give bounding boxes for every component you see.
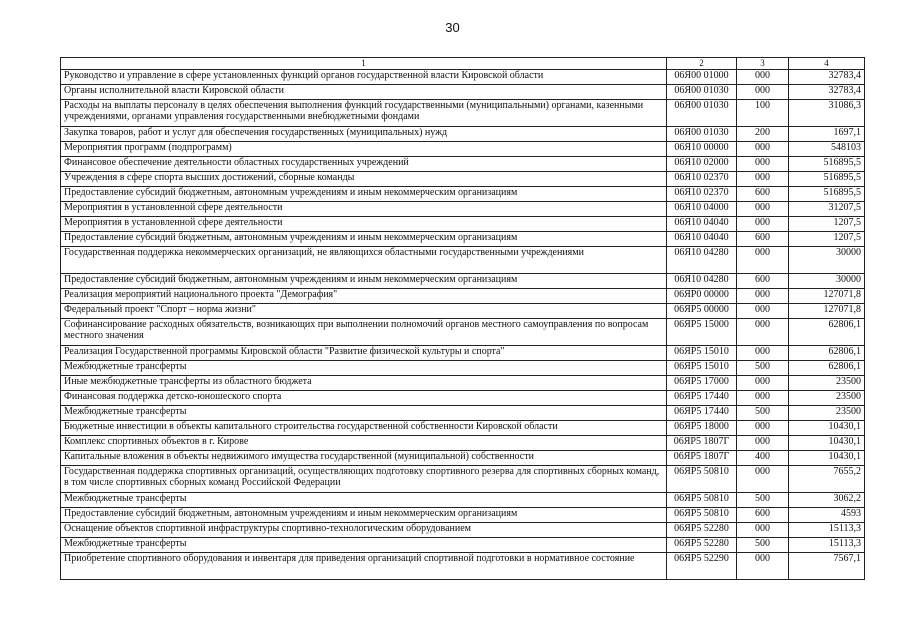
table-row [61,406,865,421]
row-name-cell: Федеральный проект "Спорт – норма жизни" [61,304,667,319]
row-amount-cell: 1207,5 [789,217,865,232]
table-row [61,187,865,202]
table-row [61,523,865,538]
row-amount-cell: 23500 [789,391,865,406]
row-name-cell: Межбюджетные трансферты [61,493,667,508]
row-amount-cell: 516895,5 [789,172,865,187]
row-expense-type-cell: 400 [737,451,789,466]
row-expense-type-cell: 000 [737,304,789,319]
row-expense-type-cell: 500 [737,538,789,553]
row-expense-type-cell: 600 [737,232,789,247]
page-number: 30 [445,20,460,35]
row-amount-cell: 4593 [789,508,865,523]
row-code-cell: 06ЯР5 52280 [667,523,737,538]
row-name-cell: Межбюджетные трансферты [61,406,667,421]
row-code-cell: 06Я10 04280 [667,247,737,274]
row-code-cell: 06Я10 04040 [667,217,737,232]
row-name-cell: Капитальные вложения в объекты недвижимого имущества государственной (муниципальной) собственности [61,451,667,466]
table-row [61,391,865,406]
row-code-cell: 06ЯР5 17440 [667,391,737,406]
row-name-cell: Государственная поддержка спортивных организаций, осуществляющих подготовку спортивного резерва для спортивных сборных команд, в том числе спортивных сборных команд Российской Федерации [61,466,667,493]
table-row [61,436,865,451]
row-code-cell: 06Я00 01030 [667,100,737,127]
row-code-cell: 06ЯР5 52280 [667,538,737,553]
table-row [61,376,865,391]
budget-table [60,57,865,580]
row-amount-cell: 31086,3 [789,100,865,127]
row-expense-type-cell: 000 [737,289,789,304]
row-expense-type-cell: 600 [737,187,789,202]
row-code-cell: 06ЯР5 00000 [667,304,737,319]
row-amount-cell: 62806,1 [789,319,865,346]
row-name-cell: Закупка товаров, работ и услуг для обеспечения государственных (муниципальных) нужд [61,127,667,142]
table-row [61,85,865,100]
row-code-cell: 06Я10 02370 [667,172,737,187]
row-code-cell: 06Я00 01030 [667,85,737,100]
row-code-cell: 06ЯР5 15010 [667,361,737,376]
row-expense-type-cell: 600 [737,274,789,289]
row-code-cell: 06ЯР5 15010 [667,346,737,361]
table-row [61,538,865,553]
row-name-cell: Оснащение объектов спортивной инфраструктуры спортивно-технологическим оборудованием [61,523,667,538]
row-amount-cell: 127071,8 [789,289,865,304]
table-row [61,466,865,493]
row-expense-type-cell: 600 [737,508,789,523]
row-expense-type-cell: 000 [737,157,789,172]
row-amount-cell: 23500 [789,406,865,421]
row-name-cell: Финансовая поддержка детско-юношеского спорта [61,391,667,406]
row-expense-type-cell: 200 [737,127,789,142]
row-expense-type-cell: 000 [737,421,789,436]
row-amount-cell: 30000 [789,274,865,289]
row-code-cell: 06ЯР5 18000 [667,421,737,436]
table-row [61,361,865,376]
row-amount-cell: 1207,5 [789,232,865,247]
row-amount-cell: 15113,3 [789,538,865,553]
row-name-cell: Государственная поддержка некоммерческих организаций, не являющихся областными государственными учреждениями [61,247,667,274]
row-code-cell: 06Я10 04040 [667,232,737,247]
table-row [61,274,865,289]
row-code-cell: 06Я10 04000 [667,202,737,217]
table-header-row [61,58,865,70]
table-row [61,70,865,85]
row-amount-cell: 516895,5 [789,157,865,172]
row-name-cell: Межбюджетные трансферты [61,538,667,553]
row-code-cell: 06ЯР5 1807Г [667,451,737,466]
row-name-cell: Реализация мероприятий национального проекта "Демография" [61,289,667,304]
row-name-cell: Мероприятия в установленной сфере деятельности [61,217,667,232]
table-row [61,247,865,274]
table-row [61,493,865,508]
row-code-cell: 06ЯР5 17440 [667,406,737,421]
row-amount-cell: 30000 [789,247,865,274]
row-name-cell: Иные межбюджетные трансферты из областного бюджета [61,376,667,391]
row-amount-cell: 516895,5 [789,187,865,202]
row-name-cell: Предоставление субсидий бюджетным, автономным учреждениям и иным некоммерческим организациям [61,232,667,247]
row-name-cell: Органы исполнительной власти Кировской области [61,85,667,100]
row-code-cell: 06Я10 02000 [667,157,737,172]
row-amount-cell: 548103 [789,142,865,157]
row-name-cell: Предоставление субсидий бюджетным, автономным учреждениям и иным некоммерческим организациям [61,508,667,523]
column-header-amount: 4 [789,58,865,70]
row-amount-cell: 10430,1 [789,436,865,451]
row-name-cell: Приобретение спортивного оборудования и инвентаря для приведения организаций спортивной подготовки в нормативное состояние [61,553,667,580]
row-amount-cell: 15113,3 [789,523,865,538]
row-amount-cell: 62806,1 [789,346,865,361]
row-expense-type-cell: 500 [737,361,789,376]
row-code-cell: 06ЯР5 50810 [667,466,737,493]
row-code-cell: 06Я10 04280 [667,274,737,289]
table-row [61,202,865,217]
row-expense-type-cell: 500 [737,406,789,421]
row-name-cell: Реализация Государственной программы Кировской области "Развитие физической культуры и спорта" [61,346,667,361]
table-row [61,319,865,346]
row-expense-type-cell: 000 [737,202,789,217]
row-expense-type-cell: 000 [737,217,789,232]
table-row [61,157,865,172]
table-row [61,217,865,232]
table-row [61,451,865,466]
row-expense-type-cell: 500 [737,493,789,508]
row-expense-type-cell: 000 [737,553,789,580]
table-row [61,232,865,247]
row-name-cell: Финансовое обеспечение деятельности областных государственных учреждений [61,157,667,172]
column-header-code: 2 [667,58,737,70]
row-code-cell: 06ЯР5 17000 [667,376,737,391]
table-row [61,172,865,187]
column-header-name: 1 [61,58,667,70]
table-row [61,421,865,436]
row-code-cell: 06Я10 02370 [667,187,737,202]
table-row [61,508,865,523]
row-amount-cell: 1697,1 [789,127,865,142]
row-name-cell: Предоставление субсидий бюджетным, автономным учреждениям и иным некоммерческим организациям [61,187,667,202]
row-code-cell: 06ЯР5 15000 [667,319,737,346]
row-expense-type-cell: 000 [737,376,789,391]
table-row [61,142,865,157]
row-expense-type-cell: 000 [737,142,789,157]
row-code-cell: 06ЯР5 52290 [667,553,737,580]
row-expense-type-cell: 000 [737,85,789,100]
row-expense-type-cell: 000 [737,391,789,406]
table-row [61,127,865,142]
row-amount-cell: 3062,2 [789,493,865,508]
row-code-cell: 06Я00 01000 [667,70,737,85]
table-row [61,289,865,304]
row-expense-type-cell: 100 [737,100,789,127]
row-name-cell: Межбюджетные трансферты [61,361,667,376]
column-header-expense-type: 3 [737,58,789,70]
row-name-cell: Руководство и управление в сфере установленных функций органов государственной власти Кировской области [61,70,667,85]
row-name-cell: Софинансирование расходных обязательств, возникающих при выполнении полномочий органов местного самоуправления по вопросам местного значения [61,319,667,346]
row-expense-type-cell: 000 [737,319,789,346]
row-code-cell: 06Я10 00000 [667,142,737,157]
row-amount-cell: 7655,2 [789,466,865,493]
row-expense-type-cell: 000 [737,247,789,274]
row-expense-type-cell: 000 [737,172,789,187]
row-amount-cell: 62806,1 [789,361,865,376]
row-amount-cell: 32783,4 [789,70,865,85]
row-code-cell: 06ЯР5 1807Г [667,436,737,451]
row-name-cell: Предоставление субсидий бюджетным, автономным учреждениям и иным некоммерческим организациям [61,274,667,289]
row-code-cell: 06Я00 01030 [667,127,737,142]
row-name-cell: Мероприятия программ (подпрограмм) [61,142,667,157]
row-amount-cell: 32783,4 [789,85,865,100]
row-expense-type-cell: 000 [737,436,789,451]
row-name-cell: Мероприятия в установленной сфере деятельности [61,202,667,217]
row-amount-cell: 7567,1 [789,553,865,580]
row-amount-cell: 10430,1 [789,451,865,466]
row-amount-cell: 23500 [789,376,865,391]
row-name-cell: Бюджетные инвестиции в объекты капитального строительства государственной собственности Кировской области [61,421,667,436]
table-row [61,304,865,319]
row-expense-type-cell: 000 [737,346,789,361]
row-expense-type-cell: 000 [737,70,789,85]
row-expense-type-cell: 000 [737,523,789,538]
table-row [61,346,865,361]
row-expense-type-cell: 000 [737,466,789,493]
row-name-cell: Учреждения в сфере спорта высших достижений, сборные команды [61,172,667,187]
row-name-cell: Комплекс спортивных объектов в г. Кирове [61,436,667,451]
row-name-cell: Расходы на выплаты персоналу в целях обеспечения выполнения функций государственными (муниципальными) органами, казенными учреждениями, органами управления государственными внебюджетными фондами [61,100,667,127]
row-amount-cell: 31207,5 [789,202,865,217]
row-code-cell: 06ЯР5 50810 [667,493,737,508]
table-row [61,100,865,127]
row-code-cell: 06ЯР5 50810 [667,508,737,523]
row-amount-cell: 10430,1 [789,421,865,436]
row-code-cell: 06ЯР0 00000 [667,289,737,304]
row-amount-cell: 127071,8 [789,304,865,319]
table-row [61,553,865,580]
